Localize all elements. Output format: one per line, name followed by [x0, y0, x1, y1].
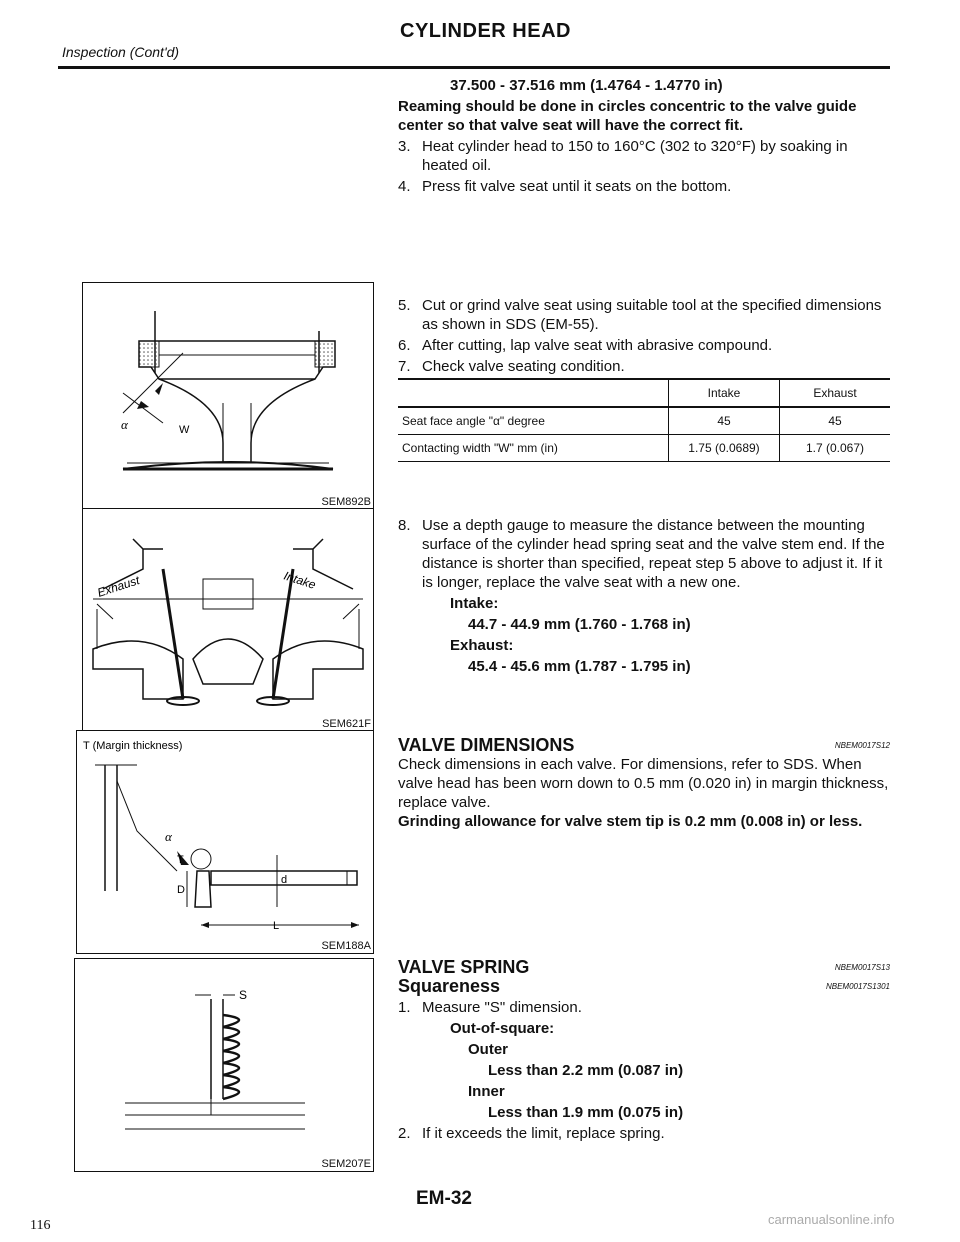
step-number: 3.: [398, 138, 411, 155]
step-text: Use a depth gauge to measure the distance between the mounting surface of the cylinder head spring seat and the valve stem end. If the distance is shorter than specified, repeat step 5 above to adjust it. If it is longer, replace the valve seat with a new one.: [422, 517, 885, 591]
section-subtitle: Inspection (Cont'd): [62, 44, 180, 60]
table-header-cell: Intake: [669, 379, 780, 407]
table-cell: 45: [669, 407, 780, 435]
t-label: T: [177, 854, 184, 866]
step-text: Cut or grind valve seat using suitable tool at the specified dimensions as shown in SDS (EM-55).: [422, 297, 882, 333]
table-header-cell: Exhaust: [780, 379, 891, 407]
seat-cutting-block: [398, 294, 890, 378]
intake-label: Intake:: [450, 595, 499, 612]
outer-label: Outer: [468, 1041, 509, 1058]
reference-code: NBEM0017S13: [834, 963, 890, 972]
spring-coils: [223, 1015, 239, 1099]
table-header-cell: [398, 379, 669, 407]
step-number: 6.: [398, 337, 411, 354]
step-number: 2.: [398, 1125, 411, 1142]
valve-dimensions-text: Check dimensions in each valve. For dimensions, refer to SDS. When valve head has been worn down to 0.5 mm (0.020 in) in margin thickness, replace valve.: [398, 756, 889, 811]
step-number: 1.: [398, 999, 411, 1016]
step-text: If it exceeds the limit, replace spring.: [422, 1125, 665, 1142]
reference-code: NBEM0017S12: [834, 741, 890, 750]
figure-valve-dimensions: [76, 730, 374, 954]
step-7: [398, 357, 890, 376]
valve-seat-table: [398, 378, 890, 462]
valve-seat-diagram: [83, 283, 373, 509]
l-label: L: [273, 920, 280, 932]
table-row: [398, 407, 890, 435]
inner-label: Inner: [468, 1083, 505, 1100]
subsection-heading: Squareness: [398, 976, 501, 996]
spring-squareness-diagram: [75, 959, 373, 1171]
spring-step-1: [398, 998, 890, 1017]
table-row: [398, 435, 890, 462]
out-of-square-label: Out-of-square:: [450, 1020, 555, 1037]
table-cell: 1.7 (0.067): [780, 435, 891, 462]
grinding-note: Grinding allowance for valve stem tip is 0.2 mm (0.008 in) or less.: [398, 813, 863, 830]
outer-value: Less than 2.2 mm (0.087 in): [488, 1062, 684, 1079]
valve-spring-block: [398, 958, 890, 1145]
table-cell: Contacting width "W" mm (in): [398, 435, 669, 462]
step-text: Measure "S" dimension.: [422, 999, 582, 1016]
page-code: EM-32: [416, 1188, 472, 1209]
s-label: S: [239, 988, 248, 1002]
table-cell: Seat face angle "α" degree: [398, 407, 669, 435]
reaming-note: Reaming should be done in circles concentric to the valve guide center so that valve seat will have the correct fit.: [398, 98, 857, 134]
step-5: [398, 296, 890, 334]
step-6: [398, 336, 890, 355]
step-text: Check valve seating condition.: [422, 358, 625, 375]
valve-dimensions-block: [398, 736, 890, 831]
step-number: 8.: [398, 517, 411, 534]
section-heading: VALVE DIMENSIONS: [398, 735, 575, 755]
header-rule: [58, 66, 890, 69]
section-heading: VALVE SPRING: [398, 957, 530, 977]
table-cell: 1.75 (0.0689): [669, 435, 780, 462]
step-text: After cutting, lap valve seat with abrasive compound.: [422, 337, 773, 354]
table-header-row: [398, 379, 890, 407]
inner-value: Less than 1.9 mm (0.075 in): [488, 1104, 684, 1121]
intake-value: 44.7 - 44.9 mm (1.760 - 1.768 in): [468, 616, 691, 633]
reference-code: NBEM0017S1301: [825, 982, 890, 991]
cylinder-head-section-diagram: [83, 509, 373, 731]
watermark: carmanualsonline.info: [768, 1212, 895, 1227]
page-title: CYLINDER HEAD: [400, 20, 571, 42]
valve-dimensions-diagram: [77, 731, 373, 953]
bore-spec: 37.500 - 37.516 mm (1.4764 - 1.4770 in): [450, 77, 723, 94]
exhaust-value: 45.4 - 45.6 mm (1.787 - 1.795 in): [468, 658, 691, 675]
spring-step-2: [398, 1124, 890, 1143]
figure-spring-squareness: [74, 958, 374, 1172]
depth-gauge-block: [398, 514, 890, 678]
figure-id: SEM188A: [321, 940, 371, 952]
alpha-label: α: [165, 829, 172, 844]
step-3: [398, 137, 890, 175]
intake-label: Intake: [282, 568, 318, 592]
d-big-label: D: [177, 884, 185, 896]
step-text: Press fit valve seat until it seats on the bottom.: [422, 178, 732, 195]
figure-id: SEM621F: [322, 718, 371, 730]
step-text: Heat cylinder head to 150 to 160°C (302 to 320°F) by soaking in heated oil.: [422, 138, 848, 174]
d-small-label: d: [281, 874, 288, 886]
step-8: [398, 516, 890, 592]
reaming-block: [398, 74, 890, 198]
step-number: 7.: [398, 358, 411, 375]
step-4: [398, 177, 890, 196]
step-number: 5.: [398, 297, 411, 314]
figure-id: SEM207E: [321, 1158, 371, 1170]
figure-id: SEM892B: [321, 496, 371, 508]
alpha-label: α: [121, 417, 128, 432]
figure-cylinder-head-section: [82, 508, 374, 732]
page-number: 116: [30, 1218, 51, 1233]
exhaust-label: Exhaust: [95, 573, 142, 600]
exhaust-label: Exhaust:: [450, 637, 514, 654]
step-number: 4.: [398, 178, 411, 195]
figure-valve-seat: [82, 282, 374, 510]
table-cell: 45: [780, 407, 891, 435]
margin-thickness-label: T (Margin thickness): [83, 740, 183, 752]
w-label: W: [179, 424, 190, 436]
